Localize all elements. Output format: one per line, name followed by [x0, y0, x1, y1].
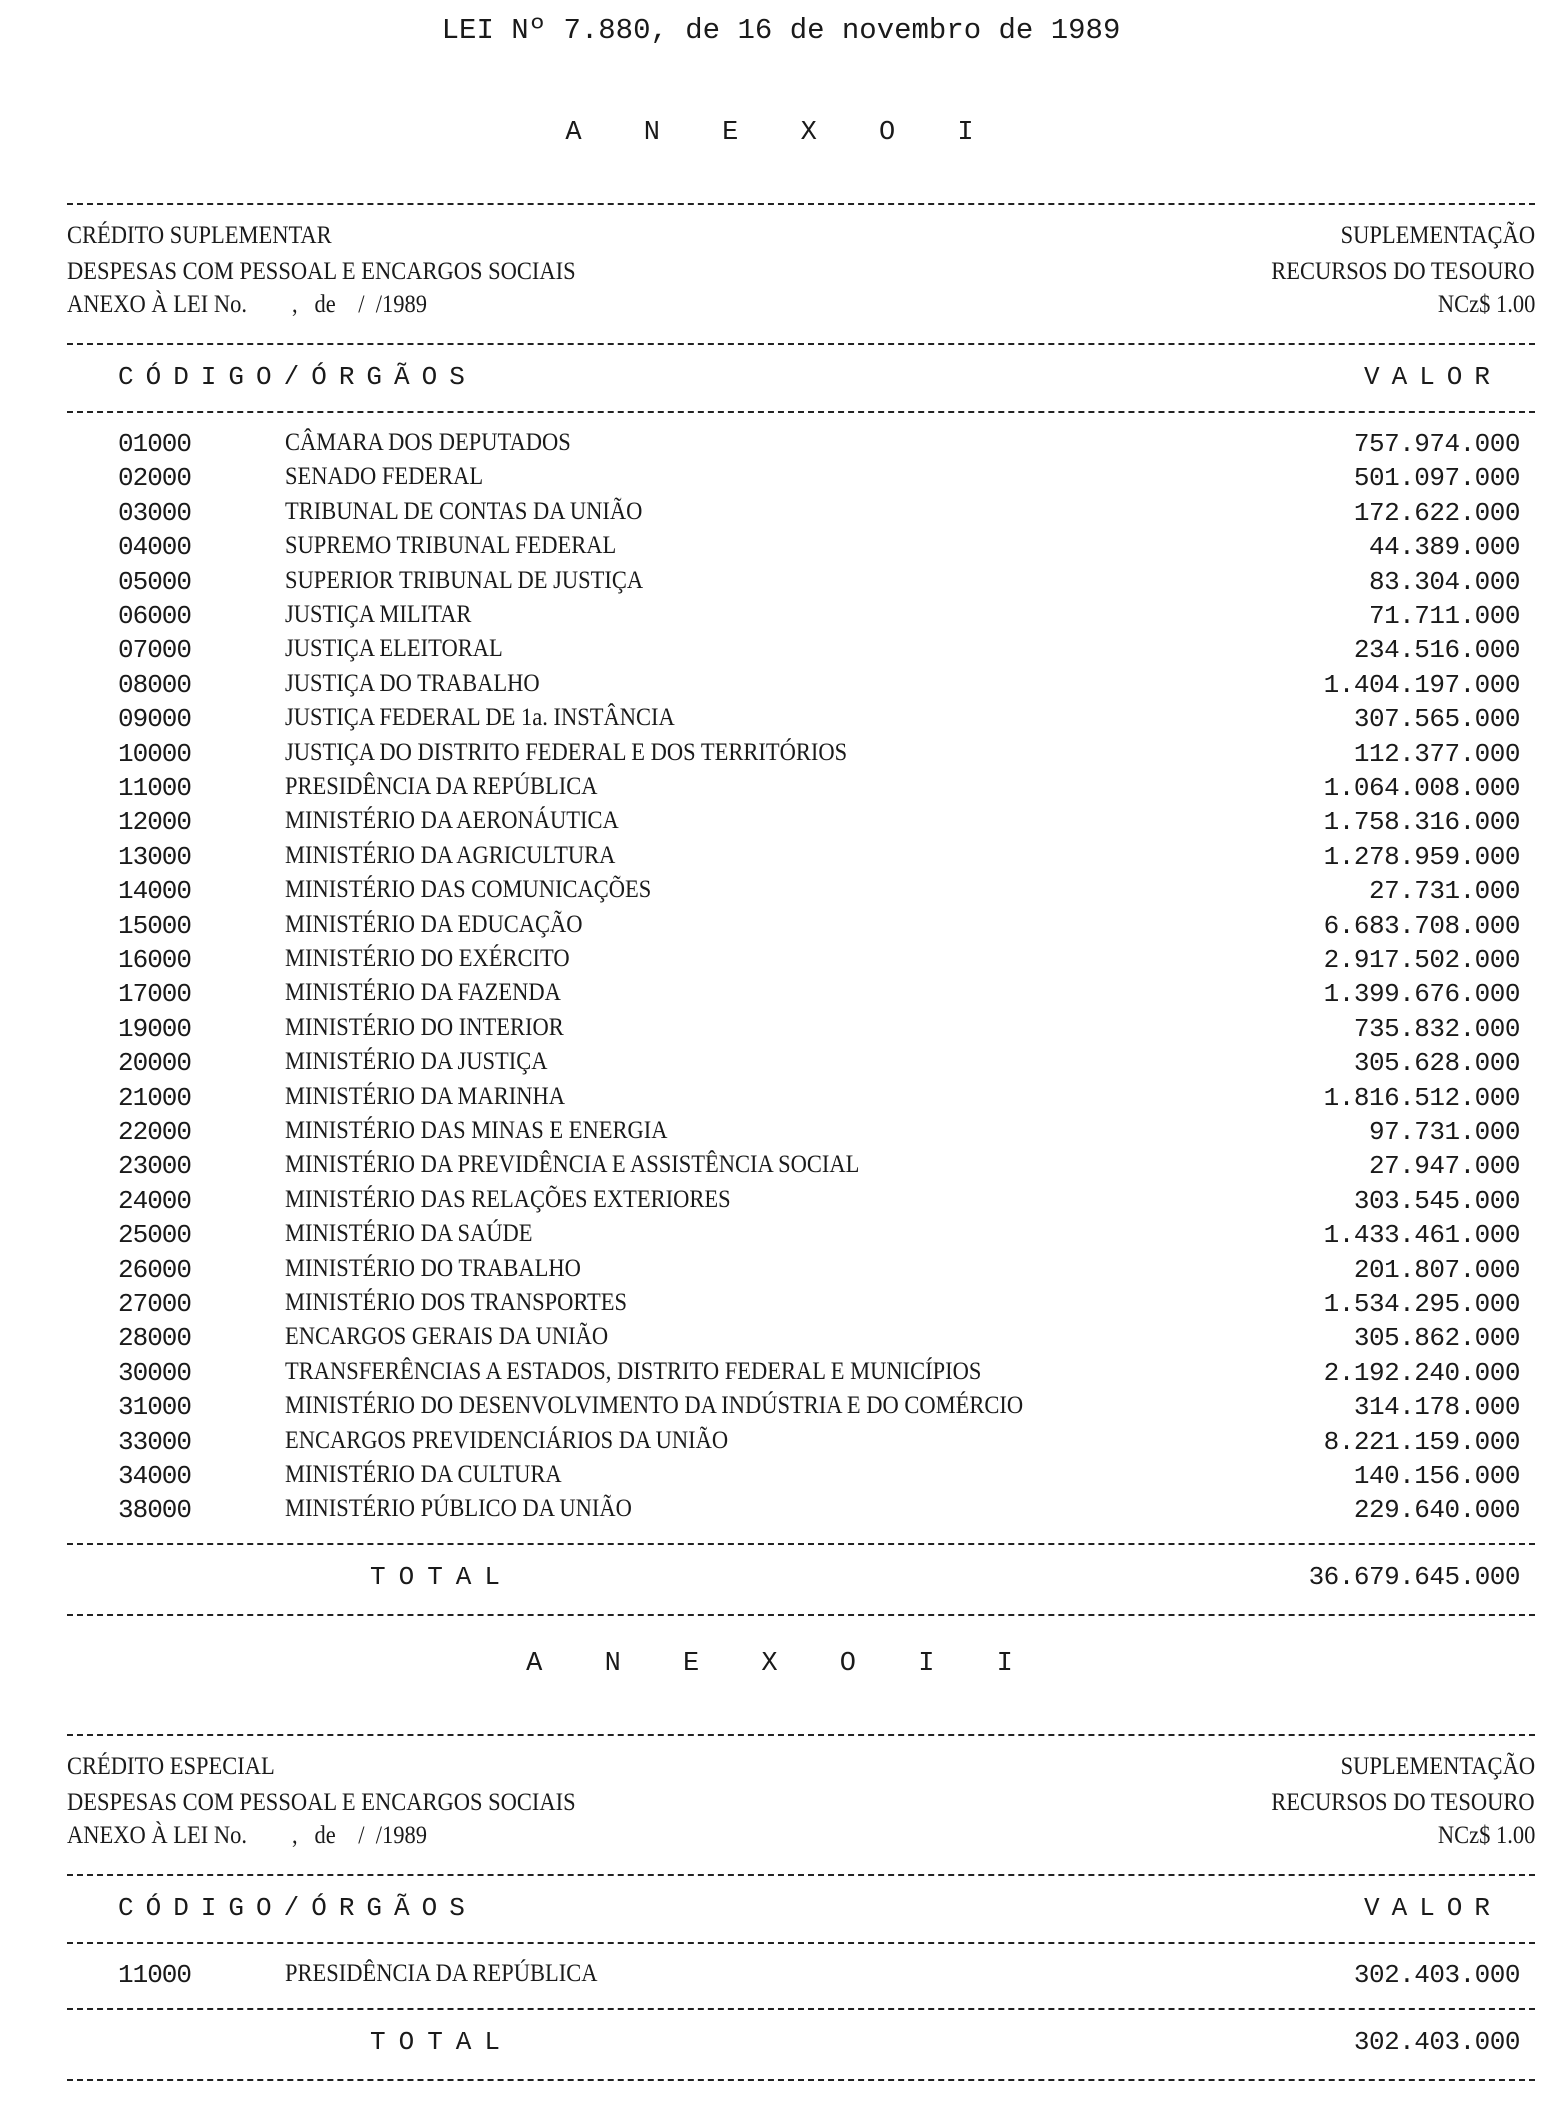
annex-heading: A N E X O I I	[526, 1649, 1036, 1679]
header-left-line: CRÉDITO SUPLEMENTAR	[67, 222, 332, 249]
header-left-line: ANEXO À LEI No. , de / /1989	[67, 1822, 427, 1849]
row-value: 305.628.000	[1353, 1048, 1520, 1079]
header-right-line: SUPLEMENTAÇÃO	[1340, 222, 1535, 249]
row-code: 07000	[118, 635, 192, 666]
row-code: 08000	[118, 669, 192, 700]
row-value: 757.974.000	[1353, 429, 1520, 459]
dashed-divider	[67, 343, 1535, 345]
row-value: 44.389.000	[1368, 532, 1520, 563]
total-label: TOTAL	[370, 2027, 514, 2057]
row-code: 20000	[118, 1048, 192, 1079]
row-code: 05000	[118, 566, 192, 597]
row-code: 11000	[118, 773, 192, 803]
total-value: 36.679.645.000	[1308, 1562, 1520, 1593]
row-value: 1.534.295.000	[1323, 1289, 1520, 1319]
row-name: MINISTÉRIO DO INTERIOR	[285, 1013, 564, 1041]
row-value: 8.221.159.000	[1323, 1426, 1520, 1457]
row-value: 83.304.000	[1368, 566, 1520, 597]
row-name: PRESIDÊNCIA DA REPÚBLICA	[285, 1960, 598, 1987]
row-name: MINISTÉRIO DAS MINAS E ENERGIA	[285, 1117, 668, 1144]
row-value: 1.816.512.000	[1323, 1082, 1520, 1113]
header-left-line: DESPESAS COM PESSOAL E ENCARGOS SOCIAIS	[67, 1789, 576, 1816]
row-name: MINISTÉRIO DAS COMUNICAÇÕES	[285, 876, 652, 904]
row-name: ENCARGOS PREVIDENCIÁRIOS DA UNIÃO	[285, 1426, 729, 1454]
row-name: JUSTIÇA DO TRABALHO	[285, 669, 540, 697]
row-code: 28000	[118, 1323, 192, 1354]
row-name: MINISTÉRIO DA CULTURA	[285, 1461, 562, 1488]
row-name: JUSTIÇA FEDERAL DE 1a. INSTÂNCIA	[285, 704, 675, 732]
row-name: MINISTÉRIO DO EXÉRCITO	[285, 945, 570, 972]
row-name: MINISTÉRIO DA PREVIDÊNCIA E ASSISTÊNCIA SOCIAL	[285, 1151, 860, 1179]
header-left-line: ANEXO À LEI No. , de / /1989	[67, 291, 427, 318]
row-value: 1.433.461.000	[1323, 1220, 1520, 1251]
row-code: 14000	[118, 876, 192, 907]
row-name: MINISTÉRIO DA AGRICULTURA	[285, 841, 616, 869]
row-code: 30000	[118, 1357, 192, 1388]
row-name: MINISTÉRIO DA EDUCAÇÃO	[285, 910, 583, 938]
row-code: 38000	[118, 1495, 192, 1526]
row-code: 15000	[118, 910, 192, 941]
row-name: MINISTÉRIO DA AERONÁUTICA	[285, 807, 619, 835]
total-label: TOTAL	[370, 1562, 514, 1593]
row-value: 2.192.240.000	[1323, 1357, 1520, 1388]
row-value: 303.545.000	[1353, 1185, 1520, 1216]
row-code: 11000	[118, 1960, 192, 1990]
row-code: 06000	[118, 601, 192, 631]
row-code: 26000	[118, 1254, 192, 1285]
header-right-line: SUPLEMENTAÇÃO	[1340, 1753, 1535, 1780]
header-left-line: CRÉDITO ESPECIAL	[67, 1753, 275, 1780]
dashed-divider	[67, 1874, 1535, 1876]
column-header-value: VALOR	[1363, 1893, 1502, 1923]
row-code: 03000	[118, 497, 192, 528]
dashed-divider	[67, 2079, 1535, 2081]
row-name: MINISTÉRIO DA MARINHA	[285, 1082, 565, 1110]
header-right-line: RECURSOS DO TESOURO	[1271, 1789, 1535, 1816]
dashed-divider	[67, 1942, 1535, 1944]
row-name: MINISTÉRIO DO TRABALHO	[285, 1254, 581, 1282]
header-right-line: NCz$ 1.00	[1437, 291, 1535, 318]
row-value: 302.403.000	[1353, 1960, 1520, 1990]
row-name: TRANSFERÊNCIAS A ESTADOS, DISTRITO FEDERAL E MUNICÍPIOS	[285, 1357, 982, 1385]
dashed-divider	[67, 1734, 1535, 1736]
header-left-line: DESPESAS COM PESSOAL E ENCARGOS SOCIAIS	[67, 258, 576, 285]
row-code: 19000	[118, 1013, 192, 1044]
row-name: SUPREMO TRIBUNAL FEDERAL	[285, 532, 617, 560]
law-title: LEI Nº 7.880, de 16 de novembro de 1989	[441, 14, 1121, 47]
row-name: JUSTIÇA ELEITORAL	[285, 635, 503, 663]
row-code: 24000	[118, 1185, 192, 1216]
dashed-divider	[67, 1543, 1535, 1545]
row-value: 1.758.316.000	[1323, 807, 1520, 838]
row-name: MINISTÉRIO DA FAZENDA	[285, 979, 561, 1007]
row-code: 21000	[118, 1082, 192, 1113]
row-value: 2.917.502.000	[1323, 945, 1520, 975]
row-value: 305.862.000	[1353, 1323, 1520, 1354]
row-value: 501.097.000	[1353, 463, 1520, 494]
dashed-divider	[67, 203, 1535, 205]
row-value: 27.731.000	[1368, 876, 1520, 907]
row-code: 34000	[118, 1461, 192, 1491]
row-name: MINISTÉRIO DO DESENVOLVIMENTO DA INDÚSTRIA E DO COMÉRCIO	[285, 1392, 1024, 1420]
row-name: SENADO FEDERAL	[285, 463, 484, 491]
header-right-line: RECURSOS DO TESOURO	[1271, 258, 1535, 285]
row-name: TRIBUNAL DE CONTAS DA UNIÃO	[285, 497, 643, 525]
row-code: 25000	[118, 1220, 192, 1251]
row-name: ENCARGOS GERAIS DA UNIÃO	[285, 1323, 609, 1351]
row-name: PRESIDÊNCIA DA REPÚBLICA	[285, 773, 598, 800]
annex-heading: A N E X O I	[565, 118, 997, 148]
row-name: JUSTIÇA MILITAR	[285, 601, 472, 628]
row-value: 735.832.000	[1353, 1013, 1520, 1044]
row-code: 22000	[118, 1117, 192, 1147]
row-code: 02000	[118, 463, 192, 494]
row-value: 307.565.000	[1353, 704, 1520, 735]
row-value: 140.156.000	[1353, 1461, 1520, 1491]
row-value: 172.622.000	[1353, 497, 1520, 528]
row-value: 229.640.000	[1353, 1495, 1520, 1526]
row-code: 16000	[118, 945, 192, 975]
row-name: MINISTÉRIO PÚBLICO DA UNIÃO	[285, 1495, 632, 1523]
row-value: 1.064.008.000	[1323, 773, 1520, 803]
row-name: JUSTIÇA DO DISTRITO FEDERAL E DOS TERRITÓRIOS	[285, 738, 848, 766]
row-value: 97.731.000	[1368, 1117, 1520, 1147]
row-name: SUPERIOR TRIBUNAL DE JUSTIÇA	[285, 566, 644, 594]
row-value: 71.711.000	[1368, 601, 1520, 631]
row-code: 10000	[118, 738, 192, 769]
row-code: 01000	[118, 429, 192, 459]
row-name: CÂMARA DOS DEPUTADOS	[285, 429, 571, 456]
dashed-divider	[67, 411, 1535, 413]
row-value: 201.807.000	[1353, 1254, 1520, 1285]
header-right-line: NCz$ 1.00	[1437, 1822, 1535, 1849]
row-value: 6.683.708.000	[1323, 910, 1520, 941]
row-value: 1.399.676.000	[1323, 979, 1520, 1010]
row-name: MINISTÉRIO DA SAÚDE	[285, 1220, 533, 1248]
column-header-code: CÓDIGO/ÓRGÃOS	[118, 362, 477, 392]
row-value: 112.377.000	[1353, 738, 1520, 769]
column-header-value: VALOR	[1363, 362, 1502, 392]
row-value: 27.947.000	[1368, 1151, 1520, 1182]
row-code: 04000	[118, 532, 192, 563]
row-code: 23000	[118, 1151, 192, 1182]
row-code: 17000	[118, 979, 192, 1010]
row-code: 12000	[118, 807, 192, 838]
row-code: 33000	[118, 1426, 192, 1457]
row-value: 234.516.000	[1353, 635, 1520, 666]
dashed-divider	[67, 1614, 1535, 1616]
row-value: 1.278.959.000	[1323, 841, 1520, 872]
row-code: 09000	[118, 704, 192, 735]
column-header-code: CÓDIGO/ÓRGÃOS	[118, 1893, 477, 1923]
row-name: MINISTÉRIO DA JUSTIÇA	[285, 1048, 548, 1076]
total-value: 302.403.000	[1353, 2027, 1520, 2057]
row-code: 31000	[118, 1392, 192, 1423]
dashed-divider	[67, 2008, 1535, 2010]
row-name: MINISTÉRIO DAS RELAÇÕES EXTERIORES	[285, 1185, 731, 1213]
row-value: 1.404.197.000	[1323, 669, 1520, 700]
row-code: 27000	[118, 1289, 192, 1319]
row-code: 13000	[118, 841, 192, 872]
row-name: MINISTÉRIO DOS TRANSPORTES	[285, 1289, 628, 1316]
row-value: 314.178.000	[1353, 1392, 1520, 1423]
